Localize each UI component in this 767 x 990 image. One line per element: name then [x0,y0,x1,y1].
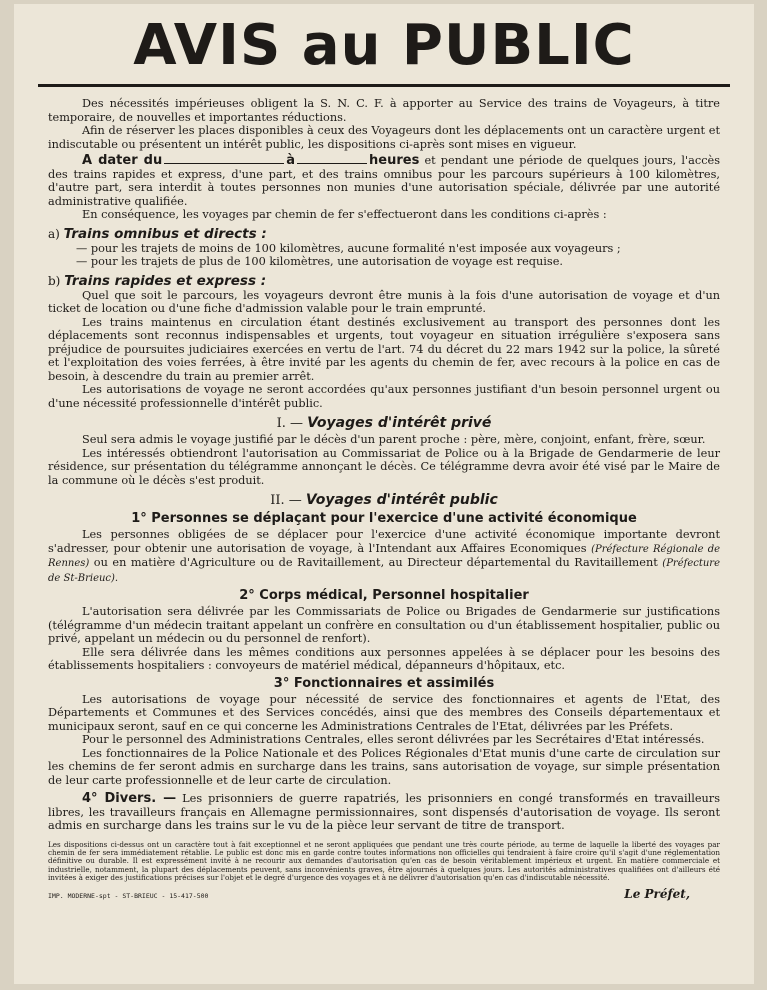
date-suffix: heures [369,153,420,168]
subsection-3-heading: 3° Fonctionnaires et assimilés [273,675,495,691]
section-b-paragraph-1: Quel que soit le parcours, les voyageurs devront être munis à la fois d'une autorisation de voyage et d'un ticket de location ou d'une fiche d'admission valable pour le train emprunté. [48,288,720,315]
subsection-1-text: Les personnes obligées de se déplacer pour l'exercice d'une activité économique importante devront s'adresser, pour obtenir une autorisation de voyage, à l'Intendant aux Affaires Economiques [48,528,720,555]
section-a-item: — pour les trajets de plus de 100 kilomètres, une autorisation de voyage est requise. [76,255,563,268]
section-1-paragraph-1: Seul sera admis le voyage justifié par le décès d'un parent proche : père, mère, conjoint, enfant, frère, sœur. [82,433,706,446]
subsection-2-paragraph-2: Elle sera délivrée dans les mêmes conditions aux personnes appelées à se déplacer pour les besoins des établissements hospitaliers : convoyeurs de matériel médical, dépanneurs d'hôpitaux, etc. [48,645,720,672]
subsection-3-paragraph-3: Les fonctionnaires de la Police Nationale et des Polices Régionales d'Etat munis d'une carte de circulation sur les chemins de fer seront admis en surcharge dans les trains, sans autorisation de voyage, sur simple présentation de leur carte professionnelle et de leur carte de circulation. [48,746,720,787]
page-title: AVIS au PUBLIC [133,13,635,78]
intro-paragraph-2: Afin de réserver les places disponibles à ceux des Voyageurs dont les déplacements ont un caractère urgent et indiscutable ou présentent un intérêt public, les dispositions ci-après sont mises en vigueur. [48,124,720,151]
subsection-4-paragraph [48,792,720,833]
section-a-heading [48,226,720,242]
printer-credit: IMP. MODERNE-spt - ST-BRIEUC - 15-417-500 [48,891,209,900]
section-1-paragraph-2: Les intéressés obtiendront l'autorisation au Commissariat de Police ou à la Brigade de Gendarmerie de leur résidence, sur présentation du télégramme annonçant le décès. Ce télégramme devra avoir été visé par le Maire de la commune où le décès s'est produit. [48,446,720,487]
subsection-4-label: 4° Divers. — [82,791,177,806]
section-b-letter: b) [48,273,61,288]
date-paragraph [48,154,720,208]
section-2-title: Voyages d'intérêt public [305,492,498,508]
title-rule [38,84,730,87]
section-b-paragraph-2: Les trains maintenus en circulation étant destinés exclusivement au transport des personnes dont les déplacements sont reconnus indispensables et urgents, tout voyageur en situation irrégulière s'exposera sans préjudice de poursuites judiciaires exercées en vertu de l'art. 74 du décret du 22 mars 1942 sur la police, la sûreté et l'exploitation des voies ferrées, à être invité par les agents du chemin de fer, avec recours à la police en cas de besoin, à descendre du train au premier arrêt. [48,315,720,383]
section-1-heading [48,415,720,431]
subsection-2-heading: 2° Corps médical, Personnel hospitalier [239,588,529,603]
intro-paragraph-3: En conséquence, les voyages par chemin de fer s'effectueront dans les conditions ci-après : [82,208,607,221]
hour-blank [297,163,367,164]
section-a-title: Trains omnibus et directs : [63,225,267,242]
subsection-1-paragraph [48,528,720,585]
date-blank [164,163,284,164]
section-b-heading [48,273,720,289]
subsection-3-paragraph-2: Pour le personnel des Administrations Centrales, elles seront délivrées par les Secrétaires d'Etat intéressés. [82,733,705,746]
date-mid: à [286,153,296,168]
prefecture-rennes: (Préfecture Régionale de Rennes) [48,543,721,569]
subsection-2-paragraph-1: L'autorisation sera délivrée par les Commissariats de Police ou Brigades de Gendarmerie sur justifications (télégramme d'un médecin traitant appelant un confrère en consultation ou d'un établissement hospitalier, public ou privé, appelant un médecin ou du personnel de renfort). [48,605,720,645]
subsection-1-text-2: ou en matière d'Agriculture ou de Ravitaillement, au Directeur départemental du Ravitaillement [93,556,658,569]
section-1-number: I. — [276,416,303,431]
subsection-4-text: Les prisonniers de guerre rapatriés, les prisonniers en congé transformés en travailleurs libres, les travailleurs français en Allemagne permissionnaires, sont dispensés d'autorisation de voyage. Ils seront admis en surcharge dans les trains sur le vu de la pièce leur servant de titre de transport. [48,792,720,832]
section-b-title: Trains rapides et express : [64,272,267,289]
signature: Le Préfet, [624,886,690,901]
poster [14,4,754,984]
section-a-letter: a) [48,226,60,241]
date-prefix: A dater du [82,153,163,168]
section-1-title: Voyages d'intérêt privé [307,415,492,431]
subsection-1-heading: 1° Personnes se déplaçant pour l'exercice d'une activité économique [131,511,637,526]
prefecture-st-brieuc: (Préfecture de St-Brieuc). [48,558,721,584]
footer [48,887,720,901]
section-2-heading [48,492,720,508]
subsection-3-paragraph-1: Les autorisations de voyage pour nécessité de service des fonctionnaires et agents de l'Etat, des Départements et Communes et des Services concédés, ainsi que des membres des Conseils départementaux et municipaux seront, sauf en ce qui concerne les Administrations Centrales de l'Etat, délivrées par les Préfets. [48,692,720,733]
date-text: et pendant une période de quelques jours, l'accès des trains rapides et express, d'une part, et des trains omnibus pour les parcours supérieurs à 100 kilomètres, d'autre part, sera interdit à toutes personnes non munies d'une autorisation spéciale, délivrée par une autorité administrative qualifiée. [48,154,720,208]
section-b-paragraph-3: Les autorisations de voyage ne seront accordées qu'aux personnes justifiant d'un besoin personnel urgent ou d'une nécessité professionnelle d'intérêt public. [48,383,720,410]
fine-print: Les dispositions ci-dessus ont un caractère tout à fait exceptionnel et ne seront appliquées que pendant une très courte période, au terme de laquelle la liberté des voyages par chemin de fer sera immédiatement rétablie. Le public est donc mis en garde contre toutes informations non officielles qui tendraient à faire croire qu'il s'agit d'une réglementation définitive ou durable. Il est expressément invité à ne recourir aux demandes d'autorisation qu'en cas de besoin véritablement impérieux et urgent. En matière commerciale et industrielle, notamment, la plupart des déplacements peuvent, sans inconvénients graves, être ajournés à quelques jours. Les autorités administratives qualifiées ont d'ailleurs été invitées à exiger des justifications précises sur l'objet et le degré d'urgence des voyages et à ne délivrer d'autorisation qu'en cas d'indiscutable nécessité. [48,839,720,883]
intro-paragraph-1: Des nécessités impérieuses obligent la S. N. C. F. à apporter au Service des trains de Voyageurs, à titre temporaire, de nouvelles et importantes réductions. [48,97,720,124]
section-a-item: — pour les trajets de moins de 100 kilomètres, aucune formalité n'est imposée aux voyageurs ; [76,241,621,255]
section-2-number: II. — [270,493,302,508]
